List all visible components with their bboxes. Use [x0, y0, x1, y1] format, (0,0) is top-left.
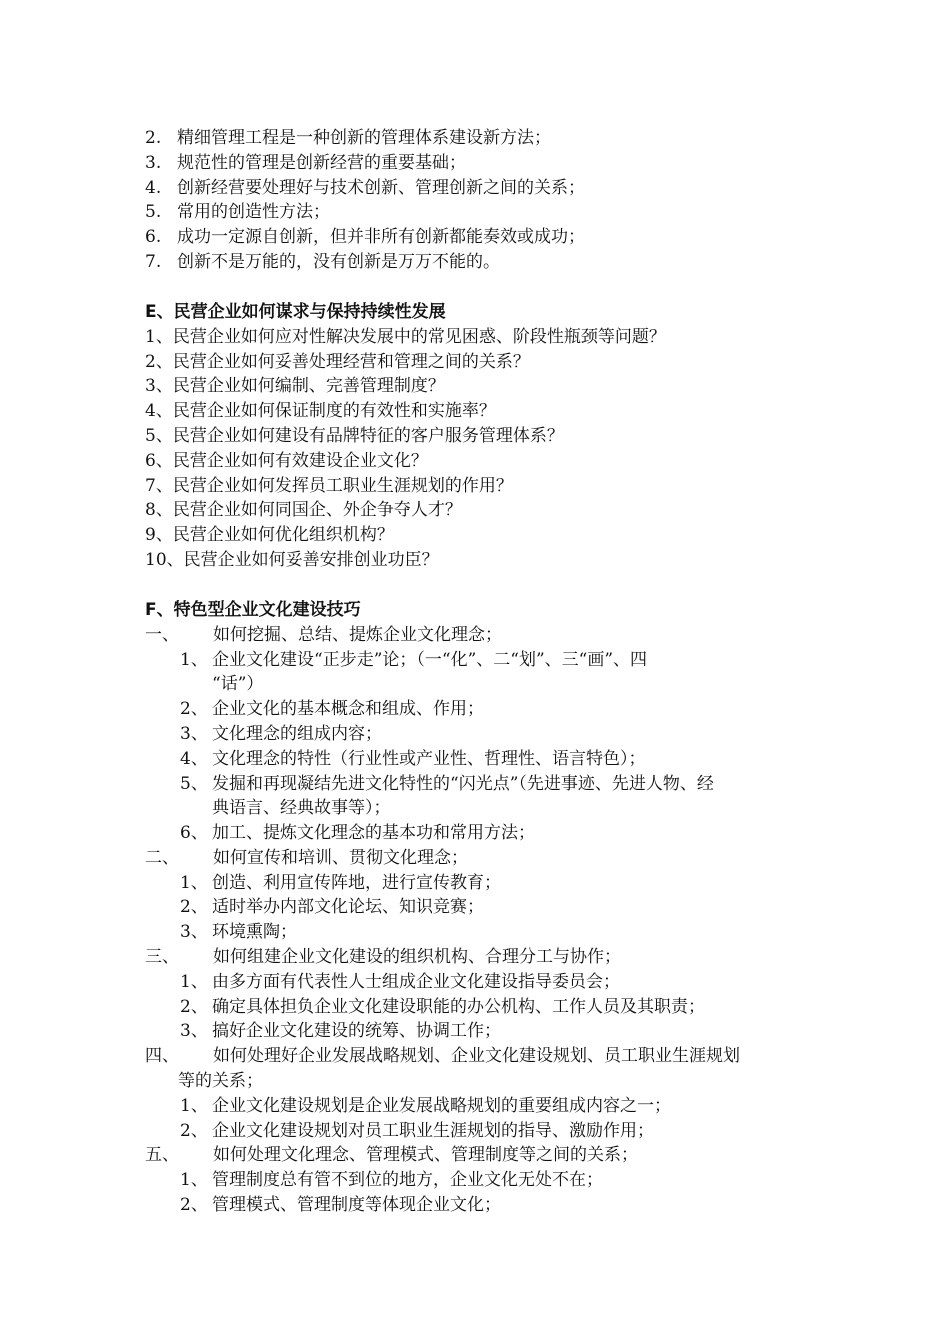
list-item-continuation: 典语言、经典故事等）； [212, 798, 391, 818]
list-item: 8、民营企业如何同国企、外企争夺人才？ [145, 500, 462, 520]
section-e-heading: E、民营企业如何谋求与保持持续性发展 [145, 302, 446, 322]
list-item: 1、 管理制度总有管不到位的地方，企业文化无处不在； [180, 1170, 603, 1190]
list-item-continuation: 等的关系； [178, 1071, 263, 1091]
list-item: 6. 成功一定源自创新，但并非所有创新都能奏效或成功； [145, 227, 585, 247]
list-item: 6、 加工、提炼文化理念的基本功和常用方法； [180, 823, 535, 843]
list-item: 9、民营企业如何优化组织机构？ [145, 525, 394, 545]
list-item: 7、民营企业如何发挥员工职业生涯规划的作用？ [145, 476, 513, 496]
list-item: 2、 确定具体担负企业文化建设职能的办公机构、工作人员及其职责； [180, 997, 705, 1017]
list-item: 五、 如何处理文化理念、管理模式、管理制度等之间的关系； [145, 1145, 638, 1165]
section-f-heading: F、特色型企业文化建设技巧 [145, 600, 361, 620]
list-item-continuation: “话”） [212, 674, 264, 694]
list-item: 2. 精细管理工程是一种创新的管理体系建设新方法； [145, 128, 551, 148]
list-item: 1、 由多方面有代表性人士组成企业文化建设指导委员会； [180, 972, 620, 992]
list-item: 四、 如何处理好企业发展战略规划、企业文化建设规划、员工职业生涯规划 [145, 1046, 740, 1066]
list-item: 一、 如何挖掘、总结、提炼企业文化理念； [145, 625, 502, 645]
list-item: 4、民营企业如何保证制度的有效性和实施率？ [145, 401, 496, 421]
list-item: 二、 如何宣传和培训、贯彻文化理念； [145, 848, 468, 868]
list-item: 3、 搞好企业文化建设的统筹、协调工作； [180, 1021, 501, 1041]
list-item: 4. 创新经营要处理好与技术创新、管理创新之间的关系； [145, 178, 585, 198]
list-item: 4、 文化理念的特性（行业性或产业性、哲理性、语言特色）； [180, 749, 646, 769]
list-item: 3. 规范性的管理是创新经营的重要基础； [145, 153, 466, 173]
list-item: 2、 管理模式、管理制度等体现企业文化； [180, 1195, 501, 1215]
list-item: 2、民营企业如何妥善处理经营和管理之间的关系？ [145, 352, 530, 372]
list-item: 5、 发掘和再现凝结先进文化特性的“闪光点”（先进事迹、先进人物、经 [180, 774, 714, 794]
list-item: 3、 环境熏陶； [180, 922, 297, 942]
list-item: 2、 企业文化建设规划对员工职业生涯规划的指导、激励作用； [180, 1121, 654, 1141]
list-item: 3、民营企业如何编制、完善管理制度？ [145, 376, 445, 396]
list-item: 1、 企业文化建设“正步走”论；（一“化”、二“划”、三“画”、四 [180, 650, 648, 670]
list-item: 2、 适时举办内部文化论坛、知识竞赛； [180, 897, 484, 917]
list-item: 1、 创造、利用宣传阵地，进行宣传教育； [180, 873, 501, 893]
list-item: 6、民营企业如何有效建设企业文化？ [145, 451, 428, 471]
list-item: 1、民营企业如何应对性解决发展中的常见困惑、阶段性瓶颈等问题？ [145, 327, 666, 347]
list-item: 三、 如何组建企业文化建设的组织机构、合理分工与协作； [145, 947, 621, 967]
list-item: 3、 文化理念的组成内容； [180, 724, 382, 744]
list-item: 2、 企业文化的基本概念和组成、作用； [180, 699, 484, 719]
list-item: 7. 创新不是万能的，没有创新是万万不能的。 [145, 252, 500, 272]
list-item: 1、 企业文化建设规划是企业发展战略规划的重要组成内容之一； [180, 1096, 671, 1116]
list-item: 10、民营企业如何妥善安排创业功臣？ [145, 550, 439, 570]
list-item: 5、民营企业如何建设有品牌特征的客户服务管理体系？ [145, 426, 564, 446]
list-item: 5. 常用的创造性方法； [145, 202, 330, 222]
